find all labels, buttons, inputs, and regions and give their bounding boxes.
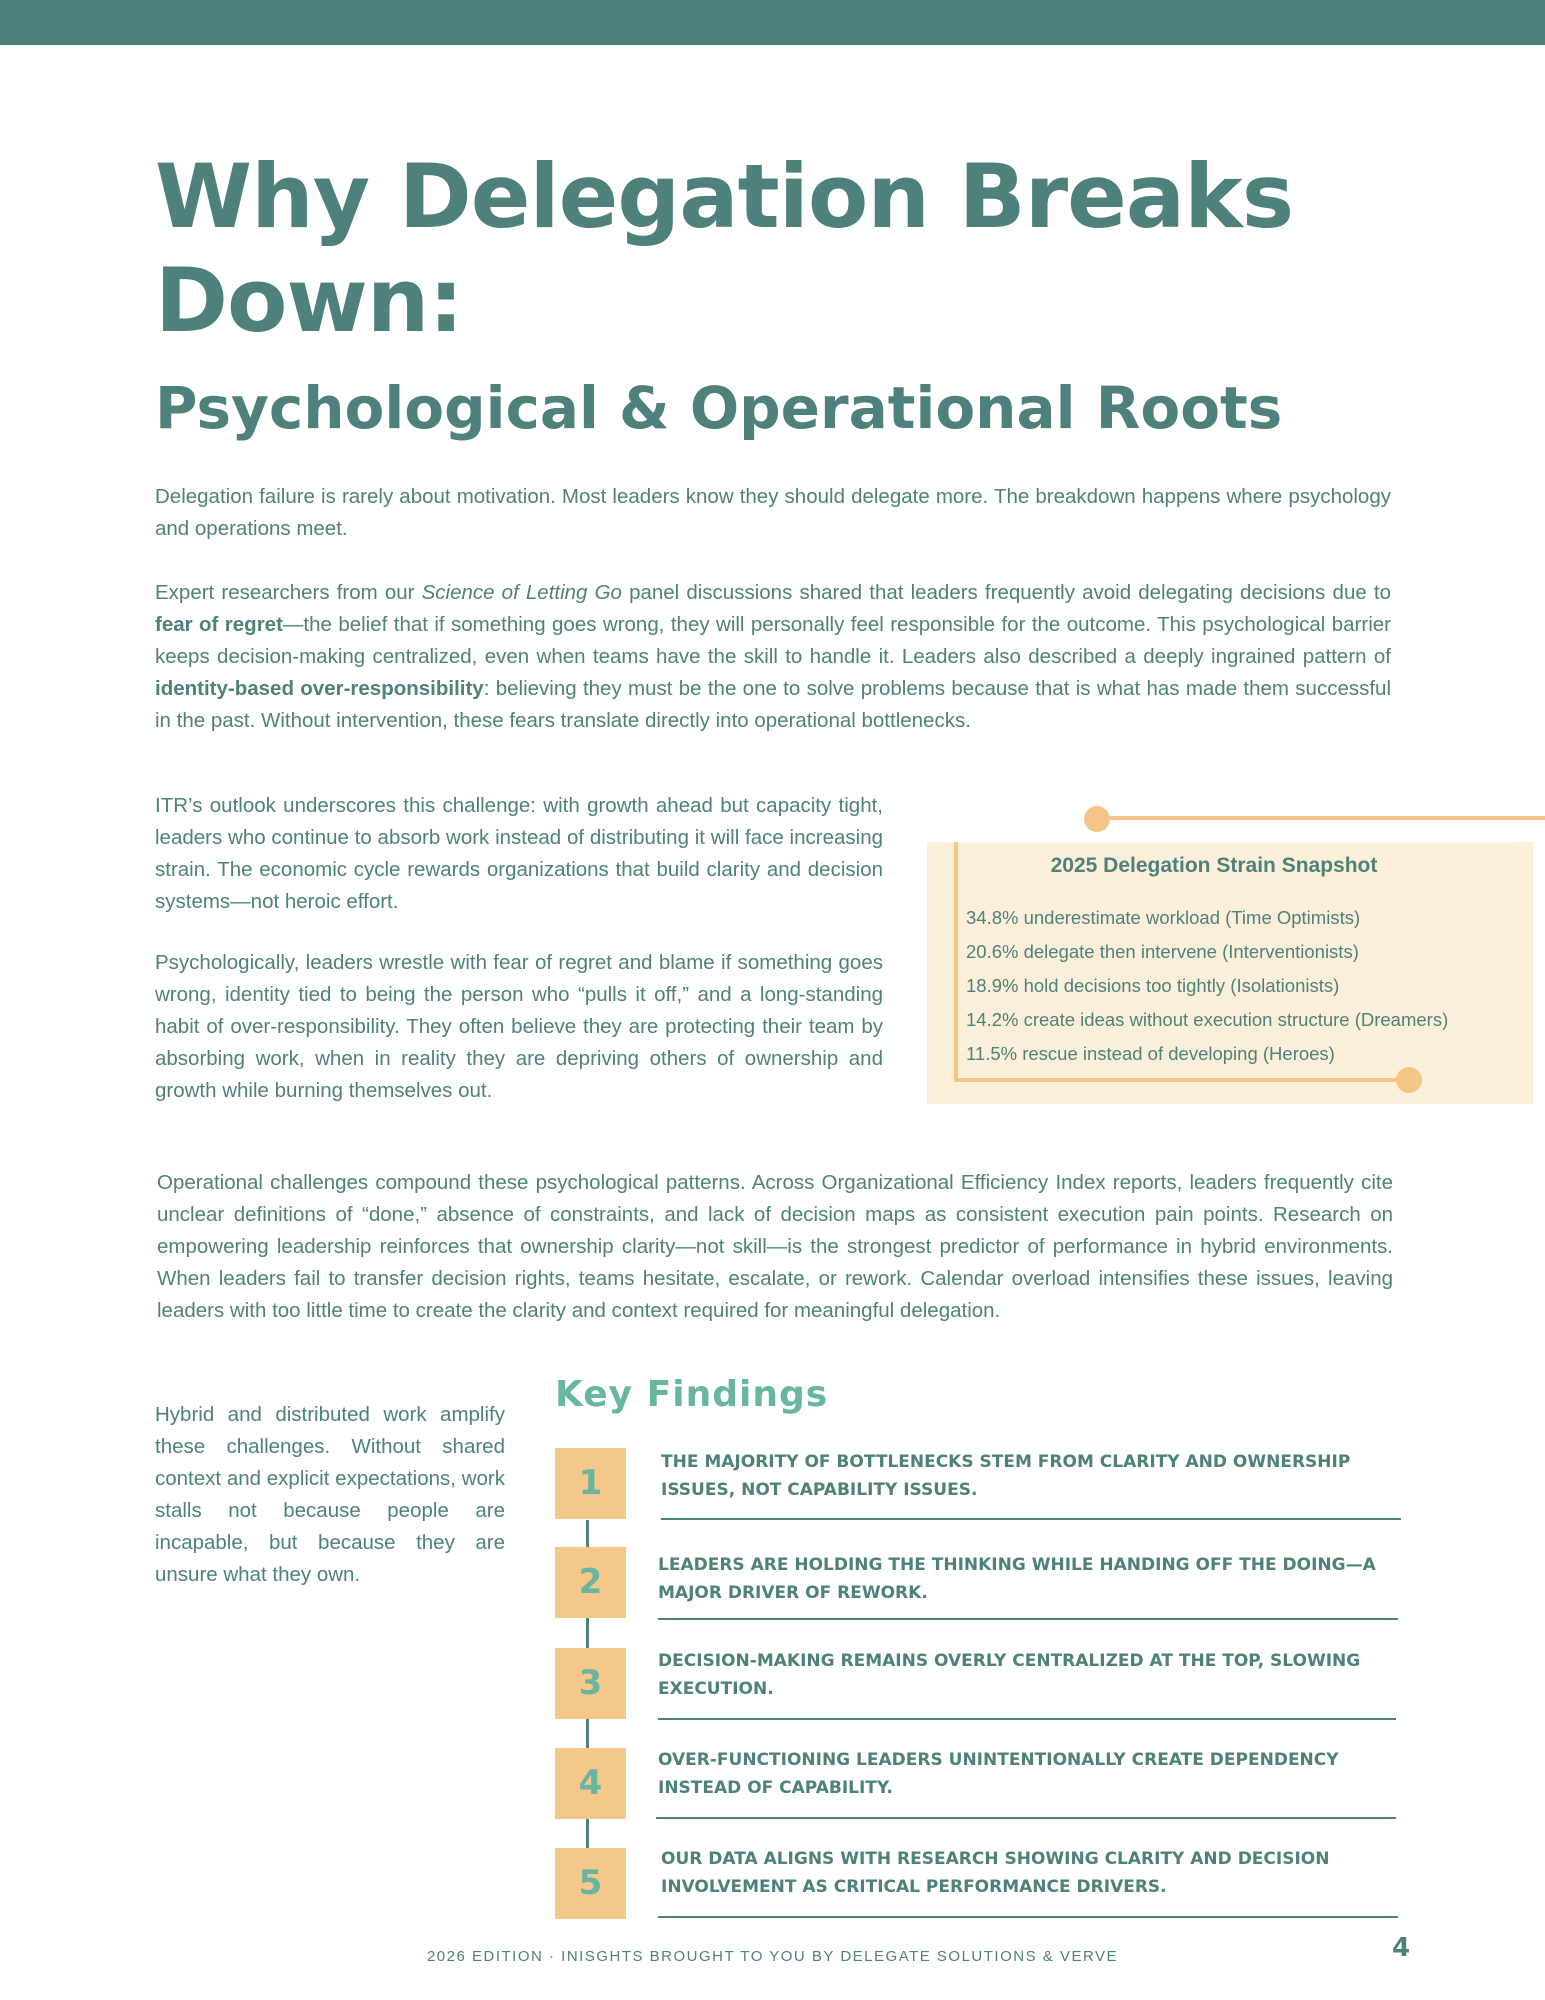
intro-paragraph: Delegation failure is rarely about motivation. Most leaders know they should delegate more. The breakdown happens where psychology and operations meet. (155, 485, 1391, 540)
key-findings-title: Key Findings (555, 1374, 829, 1415)
top-accent-bar (0, 0, 1545, 45)
snapshot-item: 14.2% create ideas without execution structure (Dreamers) (966, 1009, 1449, 1030)
snapshot-item: 20.6% delegate then intervene (Interventionists) (966, 941, 1359, 962)
snapshot-top-dot (1084, 806, 1110, 832)
finding-divider (658, 1718, 1396, 1720)
finding-number-badge: 4 (555, 1748, 626, 1819)
research-text-3: —the belief that if something goes wrong, they will personally feel responsible for the outcome. This psychological barrier keeps decision-making centralized, even when teams have the skill to handle it. Leaders also described a deeply ingrained pattern of (155, 613, 1391, 668)
finding-divider (656, 1817, 1396, 1819)
snapshot-top-line (1098, 816, 1545, 820)
finding-number-badge: 1 (555, 1448, 626, 1519)
finding-divider (661, 1518, 1401, 1520)
snapshot-item: 18.9% hold decisions too tightly (Isolationists) (966, 975, 1340, 996)
finding-text: OUR DATA ALIGNS WITH RESEARCH SHOWING CLARITY AND DECISION INVOLVEMENT AS CRITICAL PERFORMANCE DRIVERS. (661, 1849, 1330, 1897)
finding-text: OVER-FUNCTIONING LEADERS UNINTENTIONALLY CREATE DEPENDENCY INSTEAD OF CAPABILITY. (658, 1750, 1339, 1798)
finding-number-badge: 3 (555, 1648, 626, 1719)
research-bold-fear: fear of regret (155, 613, 283, 636)
research-text-1: Expert researchers from our (155, 581, 422, 604)
research-text-4: : believing they must be the one to solve problems because that is what has made them successful in the past. Without intervention, these fears translate directly into operational bottlenecks. (155, 677, 1392, 732)
finding-number-badge: 5 (555, 1848, 626, 1919)
psychology-paragraph: Psychologically, leaders wrestle with fear of regret and blame if something goes wrong, identity tied to being the person who “pulls it off,” and a long-standing habit of over-responsibility. They often believe they are protecting their team by absorbing work, when in reality they are depriving others of ownership and growth while burning themselves out. (155, 951, 883, 1102)
snapshot-item: 34.8% underestimate workload (Time Optimists) (966, 907, 1361, 928)
finding-divider (658, 1916, 1398, 1918)
finding-number-badge: 2 (555, 1547, 626, 1618)
snapshot-left-line (954, 842, 958, 1082)
finding-text: DECISION-MAKING REMAINS OVERLY CENTRALIZED AT THE TOP, SLOWING EXECUTION. (658, 1651, 1361, 1699)
research-paragraph (155, 577, 1391, 737)
finding-text: THE MAJORITY OF BOTTLENECKS STEM FROM CLARITY AND OWNERSHIP ISSUES, NOT CAPABILITY ISSUES. (661, 1452, 1351, 1500)
research-text-2: panel discussions shared that leaders frequently avoid delegating decisions due to (621, 581, 1391, 604)
research-bold-identity: identity-based over-responsibility (155, 677, 484, 700)
page-title: Why Delegation Breaks Down: (155, 145, 1294, 352)
snapshot-item: 11.5% rescue instead of developing (Heroes) (966, 1043, 1335, 1064)
finding-divider (658, 1618, 1398, 1620)
hybrid-paragraph: Hybrid and distributed work amplify these challenges. Without shared context and explicit expectations, work stalls not because people are incapable, but because they are unsure what they own. (155, 1403, 505, 1586)
research-italic-title: Science of Letting Go (421, 581, 622, 604)
snapshot-title: 2025 Delegation Strain Snapshot (1050, 854, 1378, 877)
outlook-paragraph: ITR’s outlook underscores this challenge: with growth ahead but capacity tight, leaders who continue to absorb work instead of distributing it will face increasing strain. The economic cycle rewards organizations that build clarity and decision systems—not heroic effort. (155, 794, 883, 913)
snapshot-list (966, 901, 1448, 1071)
page-subtitle: Psychological & Operational Roots (155, 374, 1283, 442)
finding-text: LEADERS ARE HOLDING THE THINKING WHILE HANDING OFF THE DOING—A MAJOR DRIVER OF REWORK. (658, 1555, 1376, 1603)
page-number: 4 (1392, 1933, 1411, 1963)
footer-text: 2026 EDITION · INISGHTS BROUGHT TO YOU BY DELEGATE SOLUTIONS & VERVE (426, 1948, 1119, 1965)
snapshot-bottom-line (954, 1078, 1410, 1082)
operational-paragraph: Operational challenges compound these psychological patterns. Across Organizational Efficiency Index reports, leaders frequently cite unclear definitions of “done,” absence of constraints, and lack of decision maps as consistent execution pain points. Research on empowering leadership reinforces that ownership clarity—not skill—is the strongest predictor of performance in hybrid environments. When leaders fail to transfer decision rights, teams hesitate, escalate, or rework. Calendar overload intensifies these issues, leaving leaders with too little time to create the clarity and context required for meaningful delegation. (157, 1171, 1393, 1322)
